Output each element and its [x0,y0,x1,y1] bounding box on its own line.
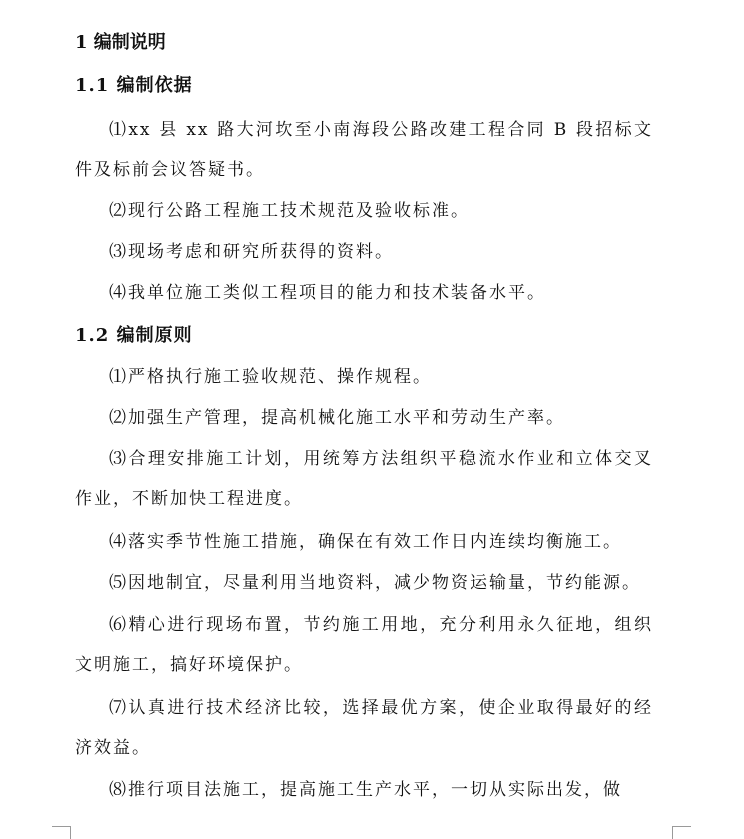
heading-compilation-principles: 1.2 编制原则 [75,325,193,346]
basis-item-3: ⑶现场考虑和研究所获得的资料。 [109,242,394,262]
principle-item-7: ⑺认真进行技术经济比较，选择最优方案，使企业取得最好的经济效益。 [75,698,653,758]
heading-compilation-notes: 1 编制说明 [75,32,166,53]
principle-item-5: ⑸因地制宜，尽量利用当地资料，减少物资运输量，节约能源。 [109,573,641,593]
principle-item-8: ⑻推行项目法施工，提高施工生产水平，一切从实际出发，做 [109,780,622,800]
basis-item-1: ⑴xx 县 xx 路大河坎至小南海段公路改建工程合同 B 段招标文件及标前会议答疑书。 [75,120,653,180]
principle-item-6: ⑹精心进行现场布置，节约施工用地，充分利用永久征地，组织文明施工，搞好环境保护。 [75,615,653,675]
principle-item-1: ⑴严格执行施工验收规范、操作规程。 [109,367,432,387]
basis-item-2: ⑵现行公路工程施工技术规范及验收标准。 [109,201,470,221]
page-margin-corner-mark-left [52,826,71,839]
basis-item-4: ⑷我单位施工类似工程项目的能力和技术装备水平。 [109,283,546,303]
page-margin-corner-mark-right [672,826,691,839]
principle-item-3: ⑶合理安排施工计划，用统筹方法组织平稳流水作业和立体交叉作业，不断加快工程进度。 [75,449,653,509]
principle-item-4: ⑷落实季节性施工措施，确保在有效工作日内连续均衡施工。 [109,532,622,552]
principle-item-2: ⑵加强生产管理，提高机械化施工水平和劳动生产率。 [109,408,565,428]
heading-compilation-basis: 1.1 编制依据 [75,75,193,96]
